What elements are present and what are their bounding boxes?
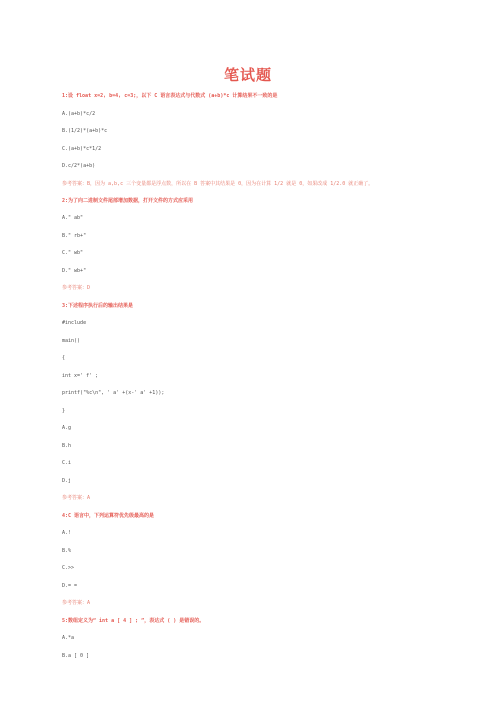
answer-text: 参考答案：A: [62, 495, 91, 501]
option-text: main(): [62, 337, 81, 344]
option-text: B.a [ 0 ]: [62, 652, 90, 659]
answer-text: 参考答案：A: [62, 600, 91, 606]
option-text: A.g: [62, 425, 72, 431]
option-text: B.%: [62, 547, 72, 554]
question-text: 4:C 语言中，下列运算符优先级最高的是: [62, 512, 155, 519]
answer-text: 参考答案：D: [62, 285, 91, 291]
question-text: 1:设 float x=2, b=4, c=3;，以下 C 语言表达式与代数式 (a+b)*c 计算结果不一致的是: [62, 93, 278, 99]
option-text: C." wb": [62, 250, 84, 256]
question-text: 2:为了向二进制文件尾部增加数据，打开文件的方式应采用: [62, 197, 194, 204]
option-text: C.(a+b)*c*1/2: [62, 145, 102, 152]
option-text: A.(a+b)*c/2: [62, 110, 96, 117]
option-text: D.= =: [62, 582, 78, 589]
option-text: A.*a: [62, 635, 75, 641]
option-text: int x=' f' ;: [62, 372, 99, 379]
option-text: A." ab": [62, 215, 84, 221]
answer-text: 参考答案：B，因为 a,b,c 三个变量都是浮点数，所以在 B 答案中其结果是 0，因为在计算 1/2 就是 0，如果改成 1/2.0 就正确了。: [62, 180, 374, 187]
question-text: 3:下述程序执行后的输出结果是: [62, 302, 134, 309]
option-text: #include: [62, 320, 87, 326]
option-text: A.!: [62, 530, 72, 536]
page-title: 笔试题: [223, 66, 272, 84]
option-text: B.h: [62, 442, 72, 449]
option-text: C.i: [62, 460, 72, 466]
option-text: }: [62, 407, 66, 414]
option-text: B.(1/2)*(a+b)*c: [62, 128, 108, 134]
question-list: [62, 93, 442, 670]
question-text: 5:数组定义为“ int a [ 4 ] ; ”，表达式 ( ) 是错误的。: [62, 617, 205, 624]
option-text: {: [62, 355, 66, 361]
option-text: B." rb+": [62, 232, 87, 239]
option-text: D.c/2*(a+b): [62, 163, 96, 169]
option-text: C.>>: [62, 565, 75, 571]
option-text: printf("%c\n", ' a' +(x-' a' +1));: [62, 390, 165, 396]
option-text: D." wb+": [62, 267, 87, 274]
option-text: D.j: [62, 477, 72, 484]
